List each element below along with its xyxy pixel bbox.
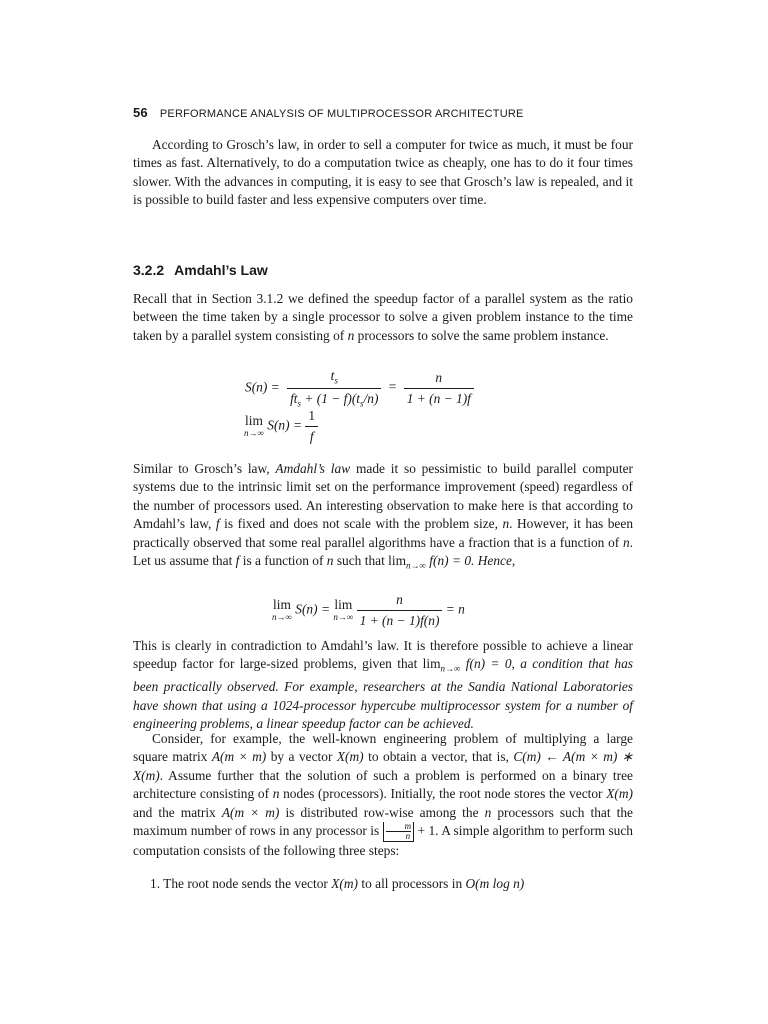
text-run: is distributed row-wise among the — [279, 804, 485, 820]
section-number: 3.2.2 — [133, 262, 165, 278]
text-run: by a vector — [266, 749, 337, 765]
limit-operator: lim n→∞ — [333, 596, 354, 622]
text-run: made it so pessimistic to build parallel computer systems due to the intrinsic limit set on the performance improvement (speed) regardless of the number of processors used. An interesting observation to make here is that according to Amdahl’s law, — [133, 461, 634, 532]
text-run: . Let us assume that — [133, 534, 633, 569]
text-run: Similar to Grosch’s law, — [133, 461, 276, 476]
math-expr: A(m × m) — [211, 749, 267, 765]
eq-lhs: S(n) = — [295, 601, 330, 617]
math-expr: X(m) — [331, 876, 359, 891]
section-title: Amdahl’s Law — [174, 262, 268, 278]
text-run: f(n) = 0, a condition that has been practically observed. For example, researchers at the Sandia National Laboratories have shown that using a 1024-processor hypercube multiprocessor system for a number of engineering problems, a linear speedup factor can be achieved. — [133, 656, 633, 732]
emphasis: Amdahl’s law — [275, 461, 351, 476]
paragraph-matrix-example — [133, 730, 633, 860]
floor-fraction: $\frac{m}{n}$ — [383, 822, 415, 842]
math-expr: O(m log n) — [465, 876, 525, 891]
running-title: PERFORMANCE ANALYSIS OF MULTIPROCESSOR ARCHITECTURE — [159, 108, 524, 120]
text-run: to obtain a vector, that is, — [363, 749, 514, 765]
text-run: Recall that in Section 3.1.2 we defined the speedup factor of a parallel system as the ratio between the time taken by a single processor to solve a given problem instance to the time taken by a parallel system consisting of — [133, 291, 633, 343]
math-var: n — [622, 534, 630, 550]
running-header — [133, 105, 633, 120]
text-run: Consider, for example, the well-known engineering problem of multiplying a large square matrix — [133, 731, 633, 765]
fraction — [305, 408, 318, 445]
fraction-numerator: 1 — [308, 408, 316, 423]
text-run: + 1. A simple algorithm to perform such computation consists of the following three steps: — [133, 823, 633, 859]
equals-sign: = — [388, 379, 397, 395]
text-run: . Assume further that the solution of such a problem is performed on a binary tree architecture consisting of — [133, 767, 633, 802]
fraction-denominator: f — [305, 426, 318, 445]
fraction-denominator: 1 + (n − 1)f — [404, 388, 474, 407]
text-run: is a function of — [239, 553, 327, 569]
limit-subscript: n→∞ — [440, 664, 461, 675]
equation-limit — [244, 408, 318, 445]
fraction — [287, 368, 381, 408]
equation-speedup — [245, 368, 474, 408]
paragraph-speedup-definition — [133, 290, 633, 345]
math-expr: X(m) — [336, 749, 364, 765]
paragraph-grosch: According to Grosch’s law, in order to sell a computer for twice as much, it must be four times as fast. Alternatively, to do a computation twice as cheaply, one has to do it four times slower. With the advances in computing, it is easy to see that Grosch’s law is repealed, and it is possible to build faster and less expensive computers over time. — [133, 137, 633, 208]
fraction-denominator: $ft_s + (1 - f)(t_s/n)$ — [287, 388, 381, 409]
limit-subscript: n→∞ — [406, 560, 426, 571]
text-run: processors such that the maximum number of rows in any processor is — [133, 804, 634, 839]
text-run: nodes (processors). Initially, the root node stores the vector — [279, 786, 607, 802]
section-heading — [133, 262, 268, 278]
page-number: 56 — [133, 105, 148, 120]
text-run: This is clearly in contradiction to Amdahl’s law. It is therefore possible to achieve a linear speedup factor for large-sized problems, given that lim — [133, 638, 633, 672]
eq-lhs: S(n) = — [245, 379, 280, 395]
math-var: f — [215, 516, 220, 532]
text-run: processors to solve the same problem instance. — [354, 327, 609, 343]
limit-operator: lim n→∞ — [272, 596, 292, 622]
math-var: n — [502, 516, 510, 532]
text-run: 1. The root node sends the vector — [150, 876, 332, 891]
math-var: f — [235, 553, 240, 569]
eq-rhs: = n — [445, 601, 465, 617]
math-var: n — [272, 786, 280, 802]
paragraph-amdahl — [133, 460, 633, 575]
limit-operator: lim n→∞ — [244, 412, 264, 438]
math-var: n — [326, 553, 334, 569]
text-run: such that lim — [333, 553, 407, 569]
eq-lhs: S(n) = — [267, 417, 302, 433]
text-run: f(n) = 0. Hence, — [425, 553, 516, 569]
list-item-step-1 — [150, 876, 524, 892]
text-run: to all processors in — [358, 876, 466, 891]
paragraph-contradiction — [133, 637, 633, 734]
text-run: . However, it has been practically observed that some real parallel algorithms have a fraction that is a function of — [133, 516, 634, 550]
fraction-denominator: 1 + (n − 1)f(n) — [357, 610, 443, 629]
text-run: and the matrix — [133, 804, 222, 820]
fraction-numerator: n — [396, 592, 403, 607]
math-var: n — [347, 327, 355, 343]
math-expr: X(m) — [606, 786, 633, 802]
fraction-numerator: $t_s$ — [330, 368, 338, 386]
equation-linear-speedup — [272, 592, 465, 629]
fraction — [357, 592, 443, 629]
math-var: n — [484, 804, 492, 820]
fraction-numerator: n — [435, 369, 443, 385]
math-expr: C(m) ← A(m × m) ∗ X(m) — [133, 749, 634, 783]
fraction — [404, 370, 474, 407]
math-expr: A(m × m) — [221, 804, 280, 820]
text-run: is fixed and does not scale with the problem size, — [219, 516, 503, 532]
